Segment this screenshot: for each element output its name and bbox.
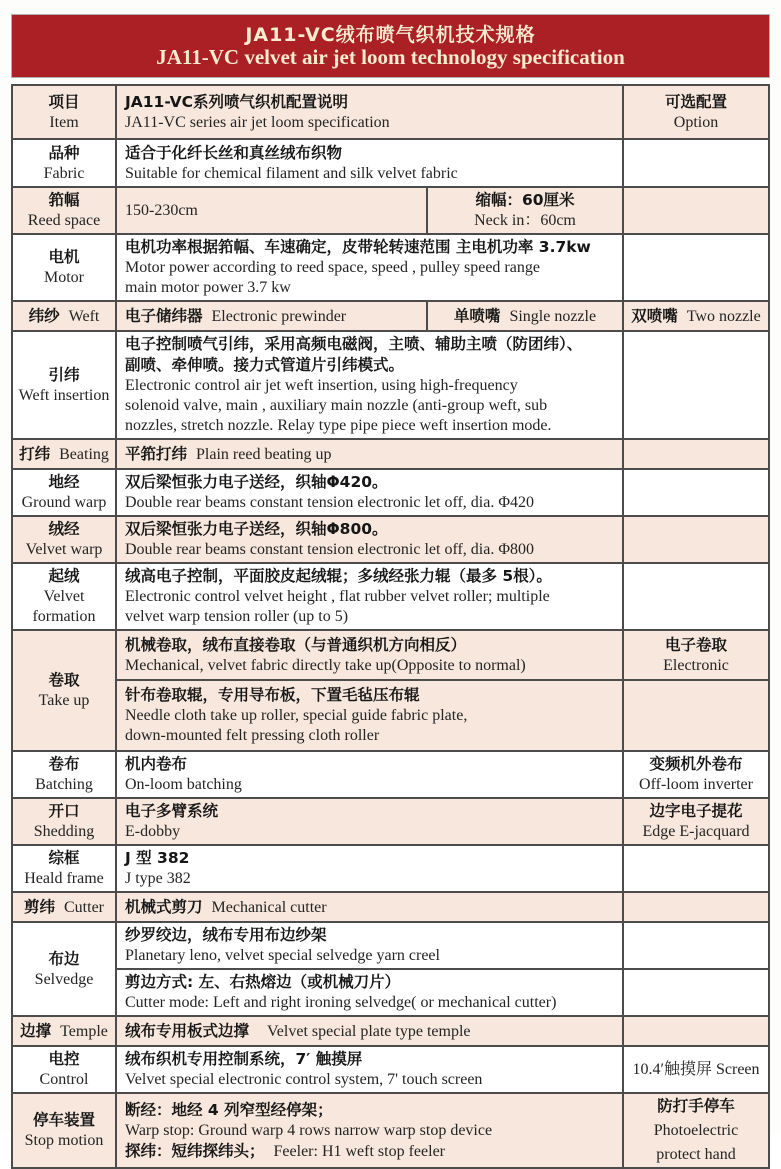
en-text: Velvet special electronic control system, 7' touch screen: [125, 1071, 483, 1088]
en-text: Temple: [60, 1022, 108, 1040]
control-content-cell: [117, 1047, 624, 1092]
en-text: J type 382: [125, 870, 191, 887]
batching-content-cell: [117, 752, 624, 797]
text-line: [125, 416, 552, 436]
en-text: Weft insertion: [18, 386, 110, 404]
cutter-content-cell: [117, 893, 624, 921]
en-text: Weft: [68, 307, 100, 325]
text-line: [35, 775, 93, 795]
row-control: [13, 1045, 768, 1092]
text-line: [125, 278, 291, 298]
stop-motion-option-cell: [624, 1094, 768, 1167]
text-line: [125, 607, 348, 627]
zh-text: 电机功率根据筘幅、车速确定，皮带轮转速范围 主电机功率 3.7kw: [125, 238, 591, 256]
text-line: [48, 566, 79, 587]
en-text: Cutter mode: Left and right ironing selvedge( or mechanical cutter): [125, 994, 557, 1011]
zh-text: 剪边方式: 左、右热熔边（或机械刀片）: [125, 973, 401, 991]
en-text: Take up: [38, 692, 90, 709]
text-line: [125, 1021, 471, 1042]
text-line: [29, 306, 100, 327]
motor-label-cell: [13, 235, 117, 300]
text-line: [28, 211, 100, 231]
row-selvedge: [13, 921, 768, 1015]
zh-text: 纱罗绞边，绒布专用布边纱架: [125, 926, 327, 944]
en-text: 150-230cm: [125, 201, 198, 219]
weft-option-cell: [624, 302, 768, 330]
text-line: [24, 897, 104, 918]
text-line: [656, 1145, 736, 1165]
text-line: [48, 247, 79, 268]
text-line: [48, 365, 79, 386]
en-text: Batching: [35, 776, 93, 793]
text-line: [24, 869, 104, 889]
text-line: [657, 1096, 735, 1117]
en-text: Motor: [44, 269, 84, 286]
zh-text: 副喷、牵伸喷。接力式管道片引纬模式。: [125, 356, 405, 374]
text-line: [20, 1021, 108, 1042]
en-text: Electronic prewinder: [211, 307, 347, 325]
take-up-option-cell-empty: [624, 681, 768, 750]
text-line: [125, 775, 242, 795]
zh-text: 项目: [48, 92, 80, 111]
text-line: [125, 1100, 333, 1121]
weft-single-nozzle-cell: [428, 302, 624, 330]
zh-text: 综框: [48, 849, 80, 867]
specification-table: [11, 84, 770, 1169]
en-text: Velvet formation: [32, 588, 96, 625]
heald-frame-content-cell: [117, 846, 624, 891]
row-take-up: [13, 629, 768, 750]
text-line: [40, 1070, 89, 1090]
text-line: [125, 1121, 492, 1141]
text-line: [125, 993, 556, 1013]
stop-motion-content-cell: [117, 1094, 624, 1167]
text-line: [642, 822, 749, 842]
fabric-option-cell: [624, 140, 768, 186]
zh-text: 剪纬: [23, 897, 55, 916]
en-text: Motor power according to reed space, speed , pulley speed range: [125, 259, 540, 276]
row-velvet-warp: [13, 515, 768, 562]
en-text: Fabric: [43, 164, 85, 182]
zh-text: 停车装置: [32, 1111, 95, 1129]
zh-text: 双后梁恒张力电子送经，织轴Φ420。: [125, 473, 388, 491]
en-text: Two nozzle: [686, 307, 761, 325]
text-line: [125, 376, 518, 396]
text-line: [639, 775, 753, 795]
text-line: [125, 201, 198, 221]
en-text: Screen: [715, 1060, 760, 1078]
reed-space-option-cell: [624, 188, 768, 233]
en-text: E-dobby: [125, 823, 181, 840]
text-line: [454, 306, 596, 327]
weft-insertion-content-cell: [117, 332, 624, 438]
row-cutter: [13, 891, 768, 921]
zh-text: 可选配置: [664, 92, 727, 111]
text-line: [44, 164, 85, 184]
zh-text: 电子储纬器: [125, 306, 203, 325]
text-line: [48, 754, 79, 775]
row-fabric: [13, 138, 768, 186]
en-text: Feeler: H1 weft stop feeler: [273, 1142, 445, 1160]
text-line: [19, 444, 109, 465]
en-text: Electronic control velvet height , flat rubber velvet roller; multiple: [125, 588, 550, 605]
selvedge-leno-content-cell: [117, 923, 624, 968]
text-line: [125, 334, 582, 355]
text-line: [48, 1049, 79, 1070]
zh-text: 品种: [48, 143, 80, 162]
weft-insertion-label-cell: [13, 332, 117, 438]
velvet-warp-label-cell: [13, 517, 117, 562]
text-line: [125, 444, 332, 465]
weft-content-cells: [117, 302, 624, 330]
en-text: Control: [39, 1071, 89, 1088]
zh-text: 绒布织机专用控制系统，7′ 触摸屏: [125, 1050, 363, 1068]
en-text: Option: [673, 113, 719, 131]
heald-frame-option-cell: [624, 846, 768, 891]
title-banner: [11, 14, 770, 78]
en-text: Edge E-jacquard: [642, 823, 750, 840]
selvedge-subrow-cutter-mode: [117, 968, 768, 1015]
text-line: [48, 472, 79, 493]
text-line: [649, 801, 742, 822]
zh-text: 电子多臂系统: [125, 802, 219, 820]
text-line: [48, 670, 79, 691]
text-line: [125, 587, 550, 607]
zh-text: 开口: [48, 802, 80, 820]
zh-text: 断经：地经 4 列窄型经停架；: [125, 1100, 333, 1119]
en-text: Beating: [59, 445, 109, 463]
en-text: Stop motion: [24, 1132, 104, 1149]
en-text: Double rear beams constant tension electronic let off, dia. Φ800: [125, 541, 535, 558]
row-heald-frame: [13, 844, 768, 891]
zh-text: 起绒: [48, 567, 80, 585]
text-line: [125, 493, 534, 513]
zh-text: 地经: [48, 473, 80, 491]
zh-text: 绒高电子控制，平面胶皮起绒辊；多绒经张力辊（最多 5根）。: [125, 567, 552, 585]
zh-text: 筘幅: [48, 191, 80, 209]
item-label-cell: [13, 86, 117, 138]
velvet-warp-option-cell: [624, 517, 768, 562]
reed-space-content-cells: [117, 188, 624, 233]
en-text: Photoelectric: [653, 1122, 739, 1139]
en-text: Neck in：60cm: [474, 212, 576, 229]
row-motor: [13, 233, 768, 300]
row-reed-space: [13, 186, 768, 233]
zh-text: 绒经: [48, 520, 80, 538]
text-line: [474, 211, 576, 231]
text-line: [125, 822, 180, 842]
zh-text: 纬纱: [28, 306, 60, 325]
item-option-cell: [624, 86, 768, 138]
temple-option-cell: [624, 1017, 768, 1045]
zh-text: 电子控制喷气引纬，采用高频电磁阀，主喷、辅助主喷（防团纬）、: [125, 335, 583, 353]
row-batching: [13, 750, 768, 797]
beating-label-cell: [13, 440, 117, 468]
zh-text: 卷布: [48, 755, 80, 773]
text-line: [674, 113, 718, 133]
text-line: [125, 519, 388, 540]
text-line: [663, 656, 729, 676]
text-line: [125, 396, 547, 416]
ground-warp-label-cell: [13, 470, 117, 515]
selvedge-label-cell: [13, 923, 117, 1015]
en-text: Heald frame: [24, 870, 104, 887]
page-title-en: JA11-VC velvet air jet loom technology specification: [156, 45, 625, 69]
text-line: [125, 946, 440, 966]
selvedge-option-cell-empty: [624, 970, 768, 1015]
text-line: [649, 754, 742, 775]
weft-label-cell: [13, 302, 117, 330]
shedding-option-cell: [624, 799, 768, 844]
text-line: [125, 540, 534, 560]
text-line: [25, 1131, 104, 1151]
zh-text: 防打手停车: [657, 1097, 735, 1115]
reed-space-label-cell: [13, 188, 117, 233]
en-text: Velvet warp: [25, 541, 103, 558]
text-line: [39, 691, 90, 711]
motor-option-cell: [624, 235, 768, 300]
zh-text: 电机: [48, 248, 80, 266]
en-text: Ground warp: [21, 494, 107, 511]
text-line: [475, 190, 574, 211]
weft-prewinder-cell: [117, 302, 428, 330]
shedding-label-cell: [13, 799, 117, 844]
zh-text: 单喷嘴: [453, 306, 501, 325]
batching-label-cell: [13, 752, 117, 797]
text-line: [48, 801, 79, 822]
text-line: [22, 493, 107, 513]
en-text: down-mounted felt pressing cloth roller: [125, 727, 380, 744]
temple-content-cell: [117, 1017, 624, 1045]
take-up-subrow-needle-roller: [117, 679, 768, 750]
en-text: Single nozzle: [509, 307, 597, 325]
text-line: [125, 706, 467, 726]
text-line: [125, 566, 552, 587]
zh-text: 引纬: [48, 365, 80, 384]
text-line: [125, 925, 327, 946]
text-line: [665, 92, 727, 113]
en-text: main motor power 3.7 kw: [125, 279, 291, 296]
zh-text: 电子卷取: [664, 635, 727, 654]
en-text: Selvedge: [34, 970, 94, 988]
en-text: Off-loom inverter: [639, 776, 753, 793]
text-line: [48, 143, 79, 164]
zh-text: 双喷嘴: [631, 306, 678, 325]
zh-text: 平筘打纬: [125, 444, 188, 463]
row-shedding: [13, 797, 768, 844]
zh-text: 适合于化纤长丝和真丝绒布织物: [125, 143, 343, 162]
zh-text: 电控: [48, 1050, 80, 1068]
row-temple: [13, 1015, 768, 1045]
text-line: [665, 635, 727, 656]
en-text: velvet warp tension roller (up to 5): [125, 608, 349, 625]
text-line: [48, 519, 79, 540]
zh-text: 变频机外卷布: [649, 755, 743, 773]
text-line: [26, 540, 103, 560]
zh-text: 边字电子提花: [649, 802, 743, 820]
text-line: [125, 656, 526, 676]
text-line: [125, 972, 400, 993]
velvet-formation-content-cell: [117, 564, 624, 629]
row-beating: [13, 438, 768, 468]
text-line: [632, 1060, 759, 1080]
en-text: Cutter: [64, 898, 104, 916]
row-weft: [13, 300, 768, 330]
en-text: Electronic control air jet weft insertion, using high-frequency: [125, 377, 518, 394]
text-line: [631, 306, 760, 327]
en-text: solenoid valve, main , auxiliary main nozzle (anti-group weft, sub: [125, 397, 548, 414]
control-option-cell: [624, 1047, 768, 1092]
batching-option-cell: [624, 752, 768, 797]
zh-text: J 型 382: [125, 849, 190, 867]
velvet-warp-content-cell: [117, 517, 624, 562]
en-text: Velvet special plate type temple: [267, 1022, 471, 1040]
text-line: [125, 164, 458, 184]
text-line: [125, 1141, 445, 1162]
en-text: Suitable for chemical filament and silk velvet fabric: [125, 164, 458, 182]
selvedge-subrows: [117, 923, 768, 1015]
zh-text: 边撑: [20, 1021, 52, 1040]
en-text: Plain reed beating up: [196, 445, 332, 463]
text-line: [125, 801, 218, 822]
text-line: [35, 970, 94, 990]
en-text: protect hand: [656, 1146, 736, 1163]
row-weft-insertion: [13, 330, 768, 438]
en-text: Mechanical cutter: [211, 898, 327, 916]
en-text: nozzles, stretch nozzle. Relay type pipe piece weft insertion mode.: [125, 417, 552, 434]
text-line: [125, 848, 189, 869]
zh-text: 绒布专用板式边撑: [125, 1021, 250, 1040]
beating-content-cell: [117, 440, 624, 468]
text-line: [125, 306, 346, 327]
en-text: JA11-VC series air jet loom specification: [125, 113, 390, 131]
selvedge-option-cell-empty: [624, 923, 768, 968]
row-item: [13, 86, 768, 138]
shedding-content-cell: [117, 799, 624, 844]
zh-text: 打纬: [19, 444, 51, 463]
temple-label-cell: [13, 1017, 117, 1045]
stop-motion-label-cell: [13, 1094, 117, 1167]
zh-text: 机内卷布: [125, 755, 188, 773]
text-line: [125, 685, 420, 706]
en-text: Needle cloth take up roller, special guide fabric plate,: [125, 707, 468, 724]
motor-content-cell: [117, 235, 624, 300]
cutter-option-cell: [624, 893, 768, 921]
velvet-formation-option-cell: [624, 564, 768, 629]
take-up-needle-roller-content-cell: [117, 681, 624, 750]
row-ground-warp: [13, 468, 768, 515]
take-up-option-cell: [624, 631, 768, 679]
text-line: [125, 869, 191, 889]
text-line: [125, 472, 388, 493]
page-title-zh: JA11-VC绒布喷气织机技术规格: [245, 24, 536, 46]
velvet-formation-label-cell: [13, 564, 117, 629]
en-text: Shedding: [33, 823, 95, 840]
fabric-label-cell: [13, 140, 117, 186]
control-label-cell: [13, 1047, 117, 1092]
text-line: [48, 92, 79, 113]
reed-space-range-cell: [117, 188, 428, 233]
heald-frame-label-cell: [13, 846, 117, 891]
zh-text: 探纬：短纬探纬头；: [125, 1141, 265, 1160]
take-up-subrow-mechanical: [117, 631, 768, 679]
zh-text: 针布卷取辊，专用导布板，下置毛毡压布辊: [125, 686, 420, 704]
item-content-cell: [117, 86, 624, 138]
en-text: Item: [49, 113, 79, 131]
en-text: 10.4′触摸屏: [632, 1060, 712, 1078]
text-line: [125, 726, 379, 746]
text-line: [125, 92, 348, 113]
text-line: [125, 754, 187, 775]
text-line: [125, 258, 540, 278]
text-line: [125, 143, 342, 164]
text-line: [125, 635, 466, 656]
ground-warp-option-cell: [624, 470, 768, 515]
en-text: Electronic: [663, 656, 729, 674]
text-line: [125, 1049, 362, 1070]
en-text: Mechanical, velvet fabric directly take up(Opposite to normal): [125, 656, 526, 674]
text-line: [125, 355, 404, 376]
text-line: [48, 848, 79, 869]
text-line: [125, 237, 591, 258]
reed-space-neck-in-cell: [428, 188, 624, 233]
row-stop-motion: [13, 1092, 768, 1167]
beating-option-cell: [624, 440, 768, 468]
en-text: Planetary leno, velvet special selvedge yarn creel: [125, 947, 440, 964]
text-line: [33, 1110, 95, 1131]
selvedge-cutter-mode-content-cell: [117, 970, 624, 1015]
text-line: [48, 949, 79, 970]
en-text: Warp stop: Ground warp 4 rows narrow warp stop device: [125, 1121, 493, 1139]
weft-insertion-option-cell: [624, 332, 768, 438]
cutter-label-cell: [13, 893, 117, 921]
text-line: [48, 190, 79, 211]
fabric-content-cell: [117, 140, 624, 186]
text-line: [125, 113, 390, 133]
take-up-label-cell: [13, 631, 117, 750]
text-line: [125, 1070, 482, 1090]
text-line: [49, 113, 78, 133]
zh-text: 布边: [48, 949, 80, 968]
en-text: On-loom batching: [125, 776, 242, 793]
zh-text: 双后梁恒张力电子送经，织轴Φ800。: [125, 520, 388, 538]
take-up-mechanical-content-cell: [117, 631, 624, 679]
row-velvet-formation: [13, 562, 768, 629]
selvedge-subrow-leno: [117, 923, 768, 968]
en-text: Reed space: [27, 212, 101, 229]
text-line: [19, 386, 110, 406]
zh-text: JA11-VC系列喷气织机配置说明: [125, 92, 349, 111]
text-line: [125, 897, 327, 918]
zh-text: 缩幅：60厘米: [475, 191, 575, 209]
ground-warp-content-cell: [117, 470, 624, 515]
text-line: [34, 822, 94, 842]
text-line: [654, 1121, 738, 1141]
text-line: [19, 587, 109, 627]
zh-text: 卷取: [48, 671, 80, 689]
zh-text: 机械式剪刀: [125, 897, 203, 916]
take-up-subrows: [117, 631, 768, 750]
en-text: Double rear beams constant tension electronic let off, dia. Φ420: [125, 494, 535, 511]
zh-text: 机械卷取，绒布直接卷取（与普通织机方向相反）: [125, 635, 467, 654]
text-line: [44, 268, 84, 288]
